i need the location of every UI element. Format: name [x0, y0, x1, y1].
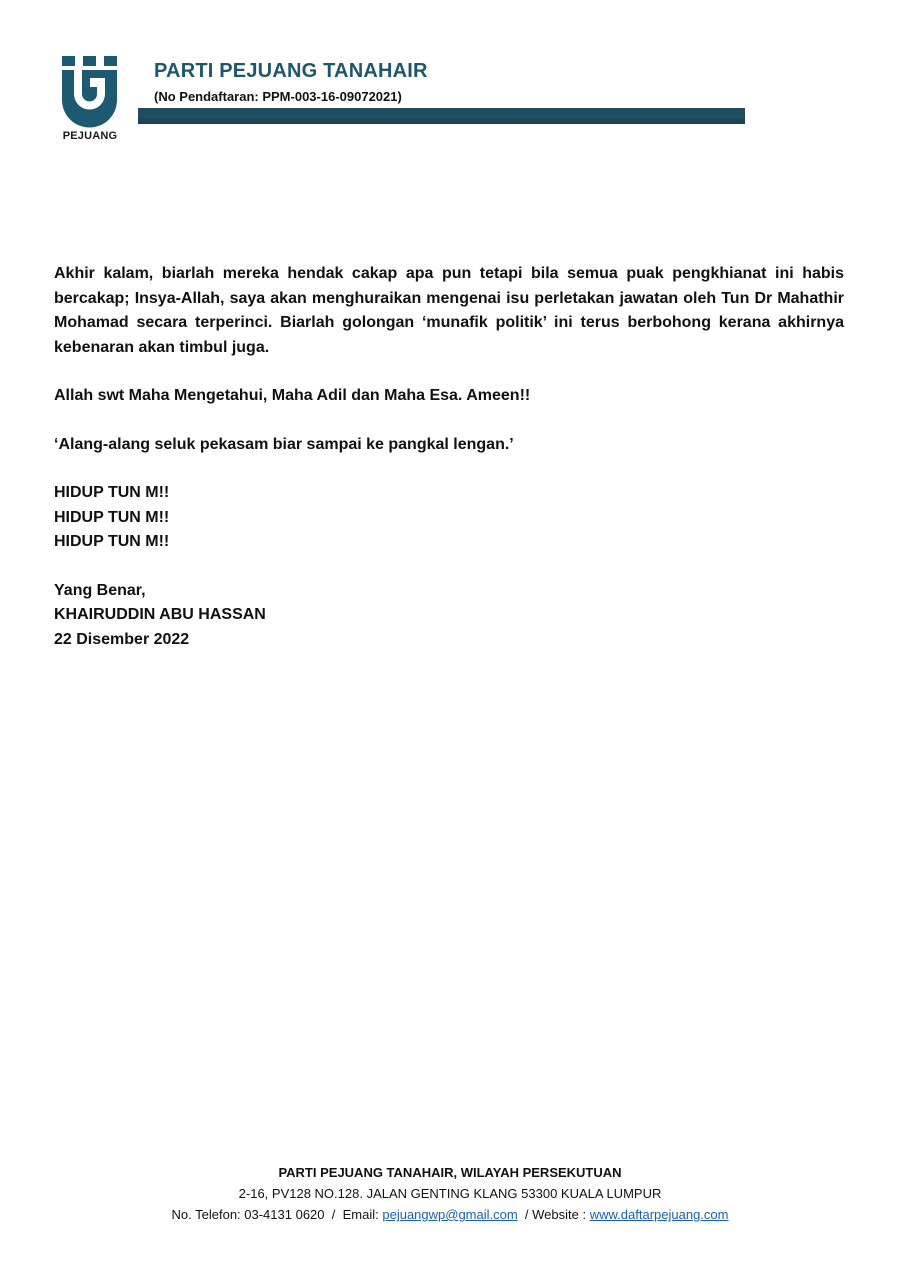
letter-body — [54, 262, 844, 652]
closing-paragraph: Akhir kalam, biarlah mereka hendak cakap apa pun tetapi bila semua puak pengkhianat ini habis bercakap; Insya-Allah, saya akan menghuraikan mengenai isu perletakan jawatan oleh Tun Dr Mahathir Mohamad secara terperinci. Biarlah golongan ‘munafik politik’ ini terus berbohong kerana akhirnya kebenaran akan timbul juga. — [54, 265, 844, 356]
logo-text: PEJUANG — [62, 130, 118, 142]
signatory-name: KHAIRUDDIN ABU HASSAN — [54, 606, 266, 623]
closing-salutation: Yang Benar, — [54, 581, 146, 599]
letter-footer — [0, 1162, 900, 1225]
footer-email-label: Email: — [342, 1207, 379, 1222]
letter-date: 22 Disember 2022 — [54, 630, 190, 648]
slogan-line: HIDUP TUN M!! — [54, 533, 170, 550]
footer-contacts — [0, 1204, 900, 1225]
footer-title: PARTI PEJUANG TANAHAIR, WILAYAH PERSEKUTUAN — [278, 1165, 622, 1180]
slogan-line: HIDUP TUN M!! — [54, 508, 170, 526]
proverb-line: ‘Alang-alang seluk pekasam biar sampai ke pangkal lengan.’ — [54, 435, 514, 453]
header-divider-bar — [138, 108, 745, 124]
letterhead — [0, 0, 900, 150]
email-link[interactable]: pejuangwp@gmail.com — [382, 1207, 518, 1222]
footer-separator: / — [331, 1207, 336, 1222]
footer-address: 2-16, PV128 NO.128. JALAN GENTING KLANG 53300 KUALA LUMPUR — [238, 1186, 662, 1201]
registration-number: (No Pendaftaran: PPM-003-16-09072021) — [154, 89, 402, 104]
website-link[interactable]: www.daftarpejuang.com — [589, 1207, 729, 1222]
prayer-line: Allah swt Maha Mengetahui, Maha Adil dan Maha Esa. Ameen!! — [54, 387, 531, 404]
slogan-line: HIDUP TUN M!! — [54, 484, 170, 501]
footer-phone: No. Telefon: 03-4131 0620 — [171, 1207, 325, 1222]
party-name: PARTI PEJUANG TANAHAIR — [154, 60, 428, 82]
pejuang-shield-icon — [56, 54, 124, 130]
footer-website-label: / Website : — [524, 1207, 587, 1222]
pejuang-logo — [50, 48, 130, 148]
